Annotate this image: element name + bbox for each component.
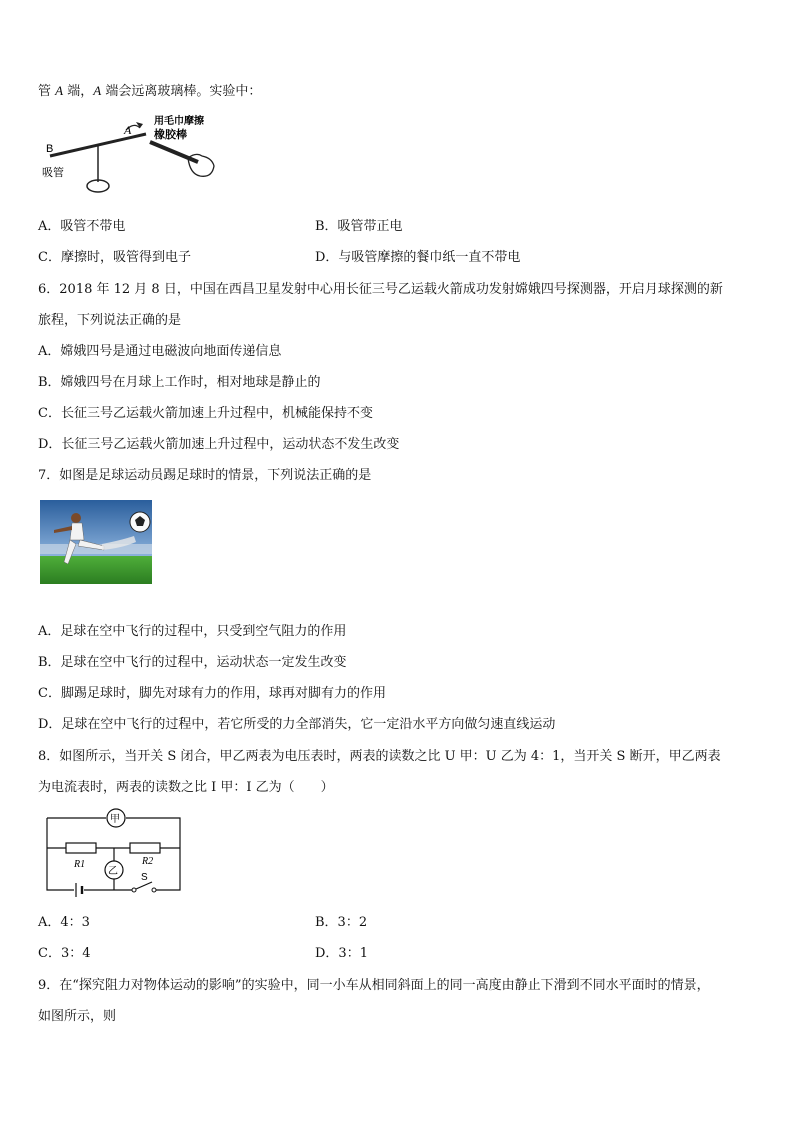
- wire-left: [47, 818, 74, 890]
- q8-option-d: D．3：1: [315, 946, 368, 961]
- photo-grass: [40, 556, 152, 584]
- straw-rod-figure: [38, 108, 228, 200]
- q6-option-a: A．嫦娥四号是通过电磁波向地面传递信息: [38, 344, 282, 359]
- q8-stem-line1: 8．如图所示，当开关 S 闭合，甲乙两表为电压表时，两表的读数之比 U 甲：U 乙为 4：1，当开关 S 断开，甲乙两表: [38, 749, 721, 764]
- label-rod-2: 橡胶棒: [154, 128, 187, 141]
- meter-jia-label: 甲: [110, 814, 120, 825]
- r1-label: R1: [74, 859, 86, 870]
- label-straw: 吸管: [42, 166, 64, 179]
- q6-option-b: B．嫦娥四号在月球上工作时，相对地球是静止的: [38, 375, 321, 390]
- q7-option-b: B．足球在空中飞行的过程中，运动状态一定发生改变: [38, 655, 347, 670]
- q7-option-c: C．脚踢足球时，脚先对球有力的作用，球再对脚有力的作用: [38, 686, 386, 701]
- label-b: B: [46, 143, 54, 155]
- q6-stem-line2: 旅程，下列说法正确的是: [38, 313, 182, 328]
- q6-option-d: D．长征三号乙运载火箭加速上升过程中，运动状态不发生改变: [38, 437, 400, 452]
- q6-stem-line1: 6．2018 年 12 月 8 日，中国在西昌卫星发射中心用长征三号乙运载火箭成功发射嫦娥四号探测器，开启月球探测的新: [38, 282, 723, 297]
- arrow-head: [136, 122, 143, 128]
- player-torso: [70, 523, 84, 540]
- meter-yi-label: 乙: [108, 866, 118, 877]
- q9-stem-line1: 9．在“探究阻力对物体运动的影响”的实验中，同一小车从相同斜面上的同一高度由静止下滑到不同水平面时的情景，: [38, 978, 710, 993]
- switch-contact: [152, 888, 156, 892]
- q8-option-a: A．4：3: [38, 915, 90, 930]
- q7-stem: 7．如图是足球运动员踢足球时的情景，下列说法正确的是: [38, 468, 372, 483]
- resistor-r1: [66, 843, 96, 853]
- q5-option-a: A．吸管不带电: [38, 219, 126, 234]
- q8-option-b: B．3：2: [315, 915, 368, 930]
- q7-option-a: A．足球在空中飞行的过程中，只受到空气阻力的作用: [38, 624, 347, 639]
- switch-label: S: [141, 872, 148, 883]
- q9-stem-line2: 如图所示，则: [38, 1009, 117, 1024]
- circuit-diagram: [40, 808, 186, 898]
- q5-option-d: D．与吸管摩擦的餐巾纸一直不带电: [315, 250, 521, 265]
- r2-label: R2: [142, 856, 154, 867]
- q5-option-c: C．摩擦时，吸管得到电子: [38, 250, 191, 265]
- resistor-r2: [130, 843, 160, 853]
- q8-option-c: C．3：4: [38, 946, 91, 961]
- football-photo: [40, 500, 152, 584]
- q6-option-c: C．长征三号乙运载火箭加速上升过程中，机械能保持不变: [38, 406, 373, 421]
- q7-option-d: D．足球在空中飞行的过程中，若它所受的力全部消失，它一定沿水平方向做匀速直线运动: [38, 717, 556, 732]
- switch-pivot: [132, 888, 136, 892]
- switch-blade: [136, 882, 152, 889]
- intro-line: 管 A 端，A 端会远离玻璃棒。实验中：: [38, 83, 262, 99]
- player-head: [71, 513, 81, 523]
- label-rod-1: 用毛巾摩擦: [154, 116, 204, 127]
- q5-option-b: B．吸管带正电: [315, 219, 403, 234]
- q8-stem-line2: 为电流表时，两表的读数之比 I 甲：I 乙为（ ）: [38, 780, 334, 795]
- rubber-rod: [150, 142, 198, 162]
- label-a: A: [124, 123, 132, 137]
